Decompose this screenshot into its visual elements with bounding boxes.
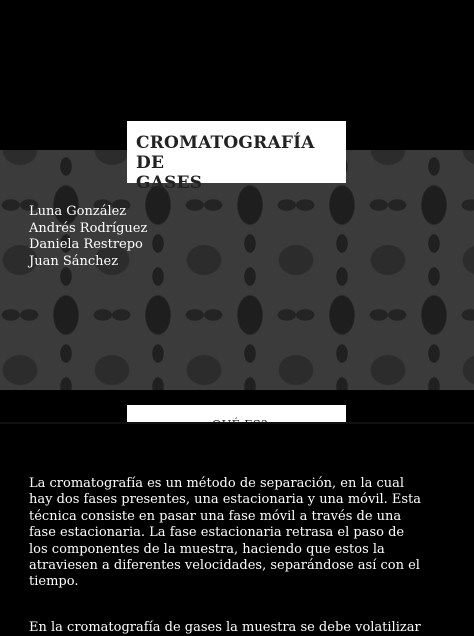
paragraph-line: los componentes de la muestra, haciendo que estos la [29, 541, 385, 557]
author-name: Daniela Restrepo [29, 237, 143, 252]
author-list [29, 204, 147, 270]
paragraph-line: hay dos fases presentes, una estacionaria y una móvil. Esta [29, 492, 422, 508]
slide-title [136, 133, 338, 193]
title-line-2: GASES [136, 173, 203, 193]
second-paragraph-start: En la cromatografía de gases la muestra se debe volatilizar [29, 620, 421, 635]
author-name: Luna González [29, 204, 127, 219]
author-name: Andrés Rodríguez [29, 220, 148, 236]
definition-paragraph [29, 476, 449, 591]
author-name: Juan Sánchez [29, 253, 119, 269]
paragraph-line: La cromatografía es un método de separación, en la cual [29, 476, 405, 491]
content-slide [0, 424, 474, 635]
paragraph-line: tiempo. [29, 574, 79, 590]
paragraph-line: técnica consiste en pasar una fase móvil a través de una [29, 508, 402, 524]
title-line-1: CROMATOGRAFÍA DE [136, 133, 315, 173]
paragraph-line: fase estacionaria. La fase estacionaria retrasa el paso de [29, 525, 405, 541]
title-box [127, 121, 346, 193]
paragraph-line: atraviesen a diferentes velocidades, separándose así con el [29, 558, 420, 574]
